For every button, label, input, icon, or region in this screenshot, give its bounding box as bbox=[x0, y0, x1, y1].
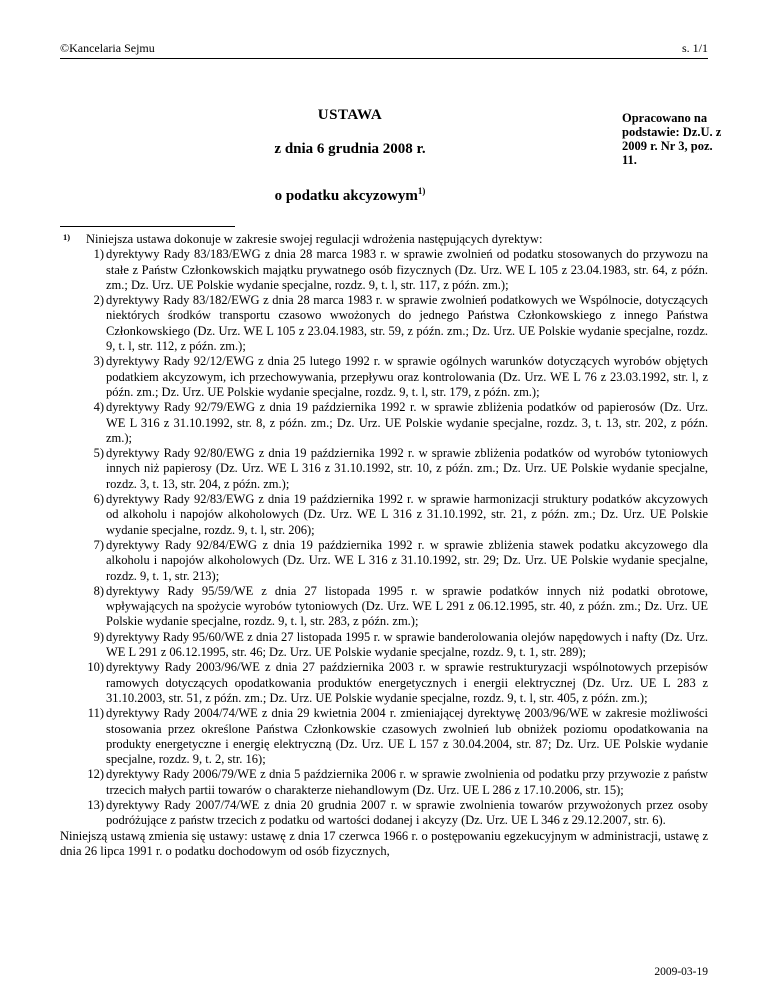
directive-item bbox=[60, 584, 708, 630]
document-subject bbox=[60, 186, 640, 205]
footnote-marker: 1) bbox=[63, 232, 71, 242]
directive-item bbox=[60, 400, 708, 446]
directive-item bbox=[60, 630, 708, 661]
directive-text: dyrektywy Rady 2004/74/WE z dnia 29 kwietnia 2004 r. zmieniającej dyrektywę 2003/96/WE w zakresie możliwości stosowania przez określone Państwa Członkowskie czasowych zwolnień lub obniżek poziomu opodatkowania na produkty energetyczne i energię elektryczną (Dz. Urz. UE L 157 z 30.04.2004, str. 87; Dz. Urz. UE Polskie wydanie specjalne, rozdz. 9, t. 2, str. 16); bbox=[106, 706, 708, 767]
directive-list bbox=[60, 247, 708, 828]
footnote bbox=[60, 232, 708, 859]
directive-number: 9) bbox=[93, 629, 104, 644]
directive-text: dyrektywy Rady 83/182/EWG z dnia 28 marca 1983 r. w sprawie zwolnień podatkowych we Wspólnocie, dotyczących niektórych środków transportu czasowo wwożonych do jednego Państwa Członkowskiego z innego Państwa Członkowskiego (Dz. Urz. WE L 105 z 23.04.1983, str. 59, z późn. zm.; Dz. Urz. UE Polskie wydanie specjalne, rozdz. 9, t. l, str. 112, z późn. zm.); bbox=[106, 293, 708, 354]
directive-text: dyrektywy Rady 92/79/EWG z dnia 19 października 1992 r. w sprawie zbliżenia podatków od papierosów (Dz. Urz. WE L 316 z 31.10.1992, str. 8, z późn. zm.; Dz. Urz. UE Polskie wydanie specjalne, rozdz. 3, t. 13, str. 202, z późn. zm.); bbox=[106, 400, 708, 445]
footer-date: 2009-03-19 bbox=[654, 966, 708, 978]
directive-item bbox=[60, 293, 708, 354]
directive-text: dyrektywy Rady 95/59/WE z dnia 27 listopada 1995 r. w sprawie podatków innych niż podatki obrotowe, wpływających na spożycie wyrobów tytoniowych (Dz. Urz. WE L 291 z 06.12.1995, str. 40, z późn. zm.; Dz. Urz. UE Polskie wydanie specjalne, rozdz. 9, t. l, str. 283, z późn. zm.); bbox=[106, 583, 708, 629]
directive-text: dyrektywy Rady 95/60/WE z dnia 27 listopada 1995 r. w sprawie banderolowania olejów napędowych i nafty (Dz. Urz. WE L 291 z 06.12.1995, str. 46; Dz. Urz. UE Polskie wydanie specjalne, rozdz. 9, t. 1, str. 289); bbox=[106, 629, 708, 660]
footnote-intro bbox=[60, 232, 708, 247]
directive-item bbox=[60, 767, 708, 798]
directive-number: 3) bbox=[93, 354, 104, 369]
directive-number: 7) bbox=[93, 537, 104, 552]
directive-item bbox=[60, 706, 708, 767]
footnote-intro-text: Niniejsza ustawa dokonuje w zakresie swojej regulacji wdrożenia następujących dyrektyw: bbox=[86, 232, 543, 246]
document-subject-text: o podatku akcyzowym bbox=[274, 188, 418, 204]
document-date: z dnia 6 grudnia 2008 r. bbox=[274, 141, 426, 157]
directive-item bbox=[60, 538, 708, 584]
directive-text: dyrektywy Rady 92/84/EWG z dnia 19 października 1992 r. w sprawie zbliżenia stawek podatku akcyzowego dla alkoholu i napojów alkoholowych (Dz. Urz. WE L 316 z 31.10.1992, str. 29; Dz. Urz. UE Polskie wydanie specjalne, rozdz. 9, t. 1, str. 213); bbox=[106, 537, 708, 583]
directive-number: 2) bbox=[93, 293, 104, 308]
directive-item bbox=[60, 492, 708, 538]
directive-number: 5) bbox=[93, 446, 104, 461]
directive-text: dyrektywy Rady 2007/74/WE z dnia 20 grudnia 2007 r. w sprawie zwolnienia towarów przywożonych przez osoby podróżujące z państw trzecich z podatku od wartości dodanej i akcyzy (Dz. Urz. UE L 346 z 29.12.2007, str. 6). bbox=[106, 797, 708, 828]
directive-number: 6) bbox=[93, 492, 104, 507]
directive-text: dyrektywy Rady 2006/79/WE z dnia 5 października 2006 r. w sprawie zwolnienia od podatku przy przywozie z państw trzecich małych partii towarów o charakterze niehandlowym (Dz. Urz. UE L 286 z 17.10.2006, str. 15); bbox=[106, 767, 708, 797]
directive-number: 1) bbox=[93, 247, 104, 262]
directive-text: dyrektywy Rady 92/12/EWG z dnia 25 lutego 1992 r. w sprawie ogólnych warunków dotyczących wyrobów objętych podatkiem akcyzowym, ich przechowywania, przepływu oraz kontrolowania (Dz. Urz. WE L 76 z 23.03.1992, str. l, z późn. zm.; Dz. Urz. UE Polskie wydanie specjalne, rozdz. 9, t. l, str. 179, z późn. zm.); bbox=[106, 354, 708, 399]
footnote-divider bbox=[60, 226, 235, 227]
directive-text: dyrektywy Rady 83/183/EWG z dnia 28 marca 1983 r. w sprawie zwolnień od podatku stosowanych do przywozu na stałe z Państw Członkowskich majątku prywatnego osób fizycznych (Dz. Urz. WE L 105 z 23.04.1983, str. 64, z późn. zm.; Dz. Urz. UE Polskie wydanie specjalne, rozdz. 9, t. l, str. 117, z późn. zm.); bbox=[106, 247, 708, 292]
directive-number: 11) bbox=[87, 706, 104, 721]
directive-text: dyrektywy Rady 92/83/EWG z dnia 19 października 1992 r. w sprawie harmonizacji struktury podatków akcyzowych od alkoholu i napojów alkoholowych (Dz. Urz. WE L 316 z 31.10.1992, str. 21, z późn. zm.; Dz. Urz. UE Polskie wydanie specjalne, rozdz. 9, t. l, str. 206); bbox=[106, 492, 708, 537]
directive-item bbox=[60, 660, 708, 706]
directive-number: 12) bbox=[87, 767, 104, 782]
directive-number: 10) bbox=[87, 660, 104, 675]
header-divider bbox=[60, 58, 708, 59]
footnote-reference: 1) bbox=[417, 186, 426, 196]
page-number: s. 1/1 bbox=[681, 41, 708, 55]
directive-number: 8) bbox=[93, 583, 104, 598]
header-publisher: ©Kancelaria Sejmu bbox=[60, 41, 155, 55]
directive-text: dyrektywy Rady 2003/96/WE z dnia 27 października 2003 r. w sprawie restrukturyzacji wspólnotowych przepisów ramowych dotyczących opodatkowania produktów energetycznych i energii elektrycznej (Dz. Urz. UE L 283 z 31.10.2003, str. 51, z późn. zm.; Dz. Urz. UE Polskie wydanie specjalne, rozdz. 9, t. l, str. 405, z późn. zm.); bbox=[106, 660, 708, 705]
source-note: Opracowano na podstawie: Dz.U. z 2009 r. Nr 3, poz. 11. bbox=[622, 111, 722, 167]
directive-item bbox=[60, 798, 708, 829]
directive-number: 13) bbox=[87, 797, 104, 812]
directive-item bbox=[60, 354, 708, 400]
directive-item bbox=[60, 247, 708, 293]
directive-text: dyrektywy Rady 92/80/EWG z dnia 19 października 1992 r. w sprawie zbliżenia podatków od wyrobów tytoniowych innych niż papierosy (Dz. Urz. WE L 316 z 31.10.1992, str. 10, z późn. zm.; Dz. Urz. UE Polskie wydanie specjalne, rozdz. 3, t. 13, str. 204, z późn. zm.); bbox=[106, 446, 708, 491]
directive-number: 4) bbox=[93, 400, 104, 415]
footnote-closing: Niniejszą ustawą zmienia się ustawy: ustawę z dnia 17 czerwca 1966 r. o postępowaniu egzekucyjnym w administracji, ustawę z dnia 26 lipca 1991 r. o podatku dochodowym od osób fizycznych, bbox=[60, 828, 708, 858]
document-type-title: USTAWA bbox=[317, 107, 383, 123]
directive-item bbox=[60, 446, 708, 492]
